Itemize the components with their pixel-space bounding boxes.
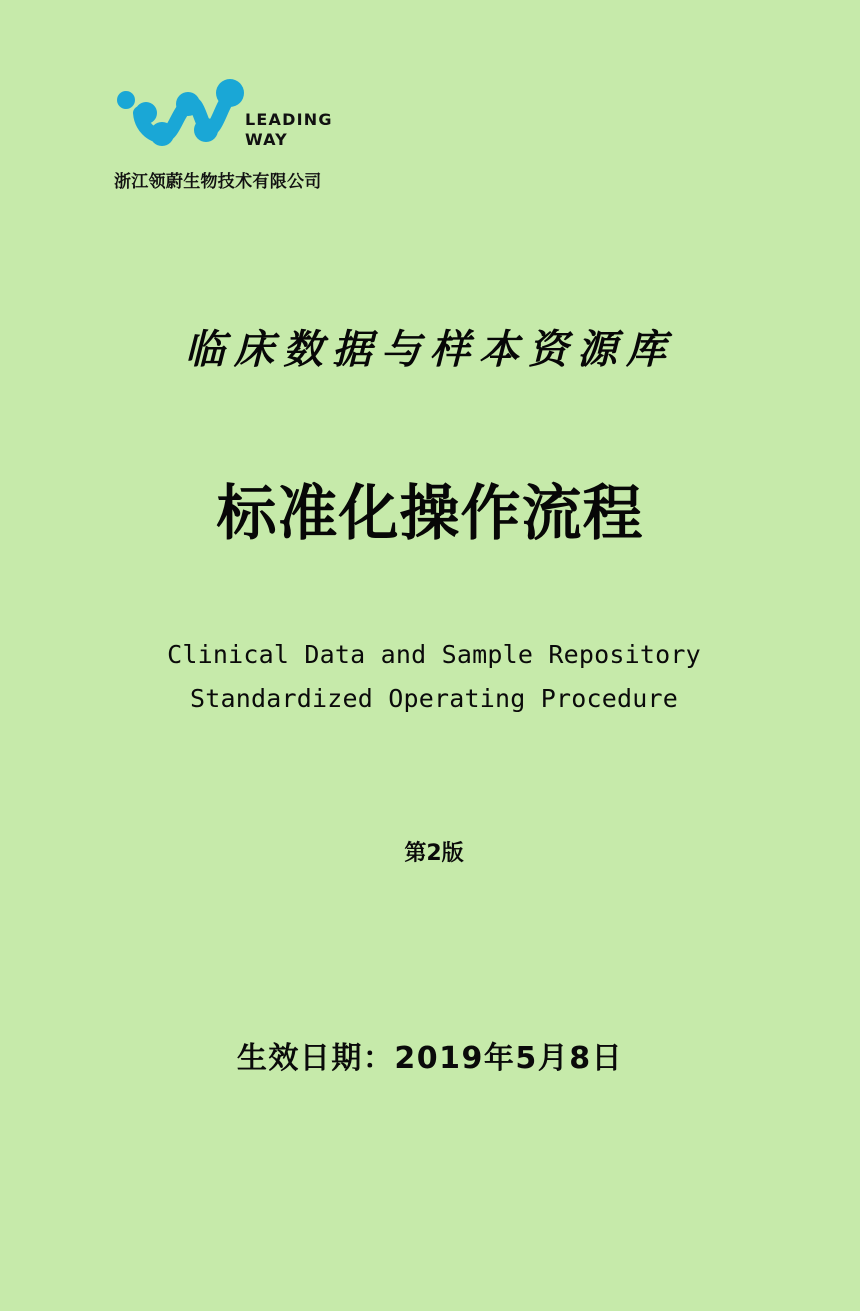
- document-subtitle-sop: 标准化操作流程: [216, 479, 644, 549]
- leading-way-logo-mark: [114, 76, 246, 156]
- logo-wordmark: [245, 110, 333, 150]
- logo-wordmark-line1: LEADING: [245, 110, 333, 129]
- company-name: 浙江领蔚生物技术有限公司: [114, 172, 322, 192]
- edition-label: 第2版: [404, 841, 464, 866]
- logo-wordmark-line2: WAY: [245, 130, 288, 149]
- effective-date: 生效日期：2019年5月8日: [236, 1041, 624, 1076]
- document-title-chinese: 临床数据与样本资源库: [185, 326, 675, 373]
- company-logo: [114, 76, 354, 156]
- document-title-english-line1: Clinical Data and Sample Repository: [167, 640, 701, 669]
- document-title-english-line2: Standardized Operating Procedure: [189, 684, 679, 713]
